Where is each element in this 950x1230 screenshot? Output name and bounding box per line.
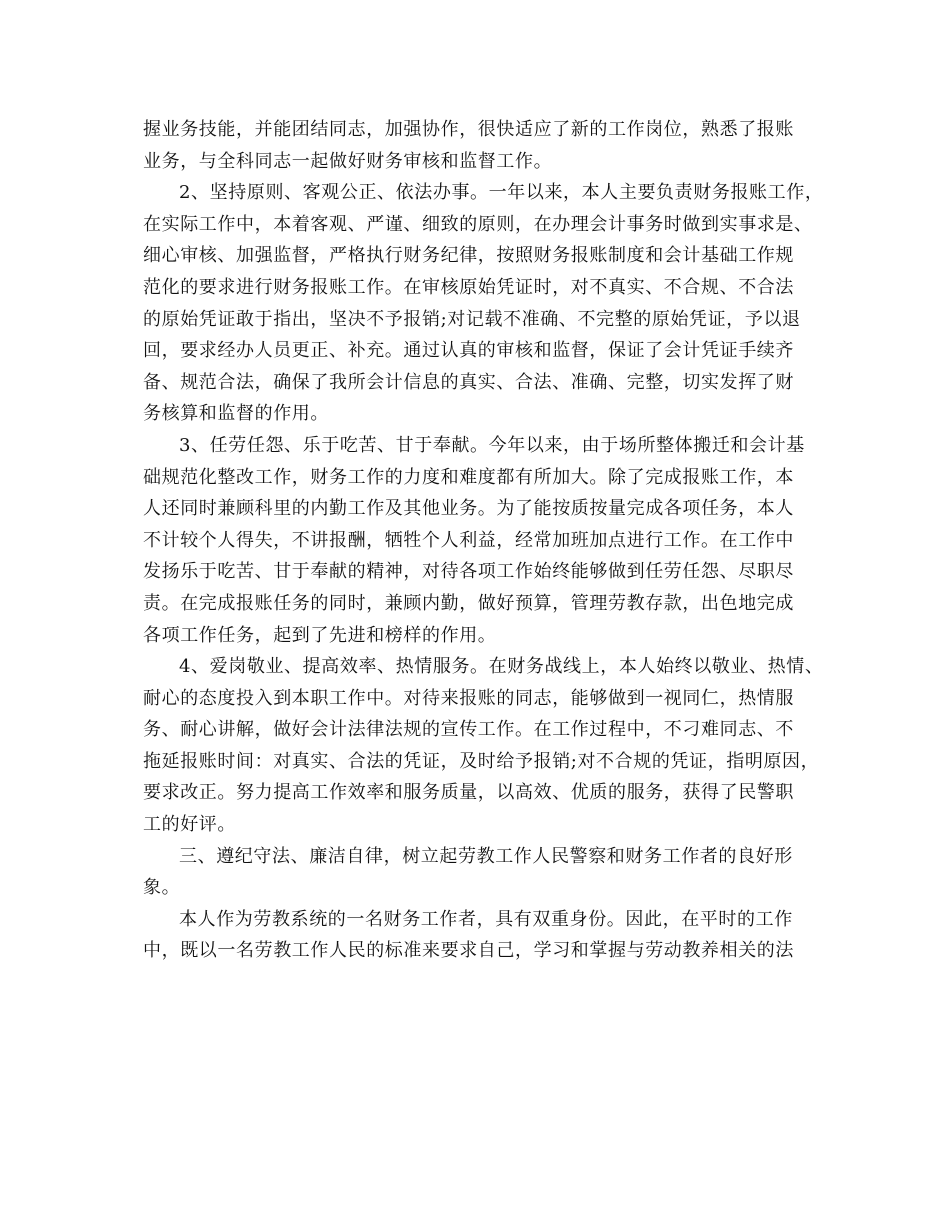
text-line: 象。: [143, 877, 181, 899]
text-line: 拖延报账时间：对真实、合法的凭证，及时给予报销;对不合规的凭证，指明原因，: [143, 750, 820, 772]
text-line: 握业务技能，并能团结同志，加强协作，很快适应了新的工作岗位，熟悉了报账: [143, 119, 794, 140]
text-line: 回，要求经办人员更正、补充。通过认真的审核和监督，保证了会计凭证手续齐: [143, 340, 794, 362]
text-line: 4、爱岗敬业、提高效率、热情服务。在财务战线上，本人始终以敬业、热情、: [179, 656, 824, 678]
text-line: 细心审核、加强监督，严格执行财务纪律，按照财务报账制度和会计基础工作规: [143, 245, 794, 267]
text-line: 业务，与全科同志一起做好财务审核和监督工作。: [143, 150, 553, 172]
text-line: 人还同时兼顾科里的内勤工作及其他业务。为了能按质按量完成各项任务，本人: [143, 498, 794, 520]
text-line: 础规范化整改工作，财务工作的力度和难度都有所加大。除了完成报账工作，本: [143, 466, 794, 488]
text-line: 各项工作任务，起到了先进和榜样的作用。: [143, 624, 497, 646]
text-line: 在实际工作中，本着客观、严谨、细致的原则，在办理会计事务时做到实事求是、: [143, 213, 813, 235]
text-line: 务、耐心讲解，做好会计法律法规的宣传工作。在工作过程中，不刁难同志、不: [143, 719, 794, 741]
text-line: 不计较个人得失，不讲报酬，牺牲个人利益，经常加班加点进行工作。在工作中: [143, 529, 794, 551]
text-line: 2、坚持原则、客观公正、依法办事。一年以来，本人主要负责财务报账工作，: [179, 182, 824, 204]
text-line: 备、规范合法，确保了我所会计信息的真实、合法、准确、完整，切实发挥了财: [143, 371, 794, 393]
text-line: 责。在完成报账任务的同时，兼顾内勤，做好预算，管理劳教存款，出色地完成: [143, 592, 794, 614]
text-line: 要求改正。努力提高工作效率和服务质量，以高效、优质的服务，获得了民警职: [143, 782, 794, 804]
document-body: [143, 114, 823, 967]
text-line: 本人作为劳教系统的一名财务工作者，具有双重身份。因此，在平时的工作: [179, 908, 793, 930]
text-line: 范化的要求进行财务报账工作。在审核原始凭证时，对不真实、不合规、不合法: [143, 276, 794, 298]
text-line: 务核算和监督的作用。: [143, 403, 329, 425]
text-line: 耐心的态度投入到本职工作中。对待来报账的同志，能够做到一视同仁，热情服: [143, 687, 794, 709]
text-line: 3、任劳任怨、乐于吃苦、甘于奉献。今年以来，由于场所整体搬迁和会计基: [179, 434, 805, 456]
text-line: 发扬乐于吃苦、甘于奉献的精神，对待各项工作始终能够做到任劳任怨、尽职尽: [143, 561, 794, 583]
text-line: 工的好评。: [143, 814, 236, 836]
text-line: 三、遵纪守法、廉洁自律，树立起劳教工作人民警察和财务工作者的良好形: [179, 845, 793, 867]
text-line: 中，既以一名劳教工作人民的标准来要求自己，学习和掌握与劳动教养相关的法: [143, 940, 794, 962]
text-line: 的原始凭证敢于指出，坚决不予报销;对记载不准确、不完整的原始凭证，予以退: [143, 308, 801, 330]
